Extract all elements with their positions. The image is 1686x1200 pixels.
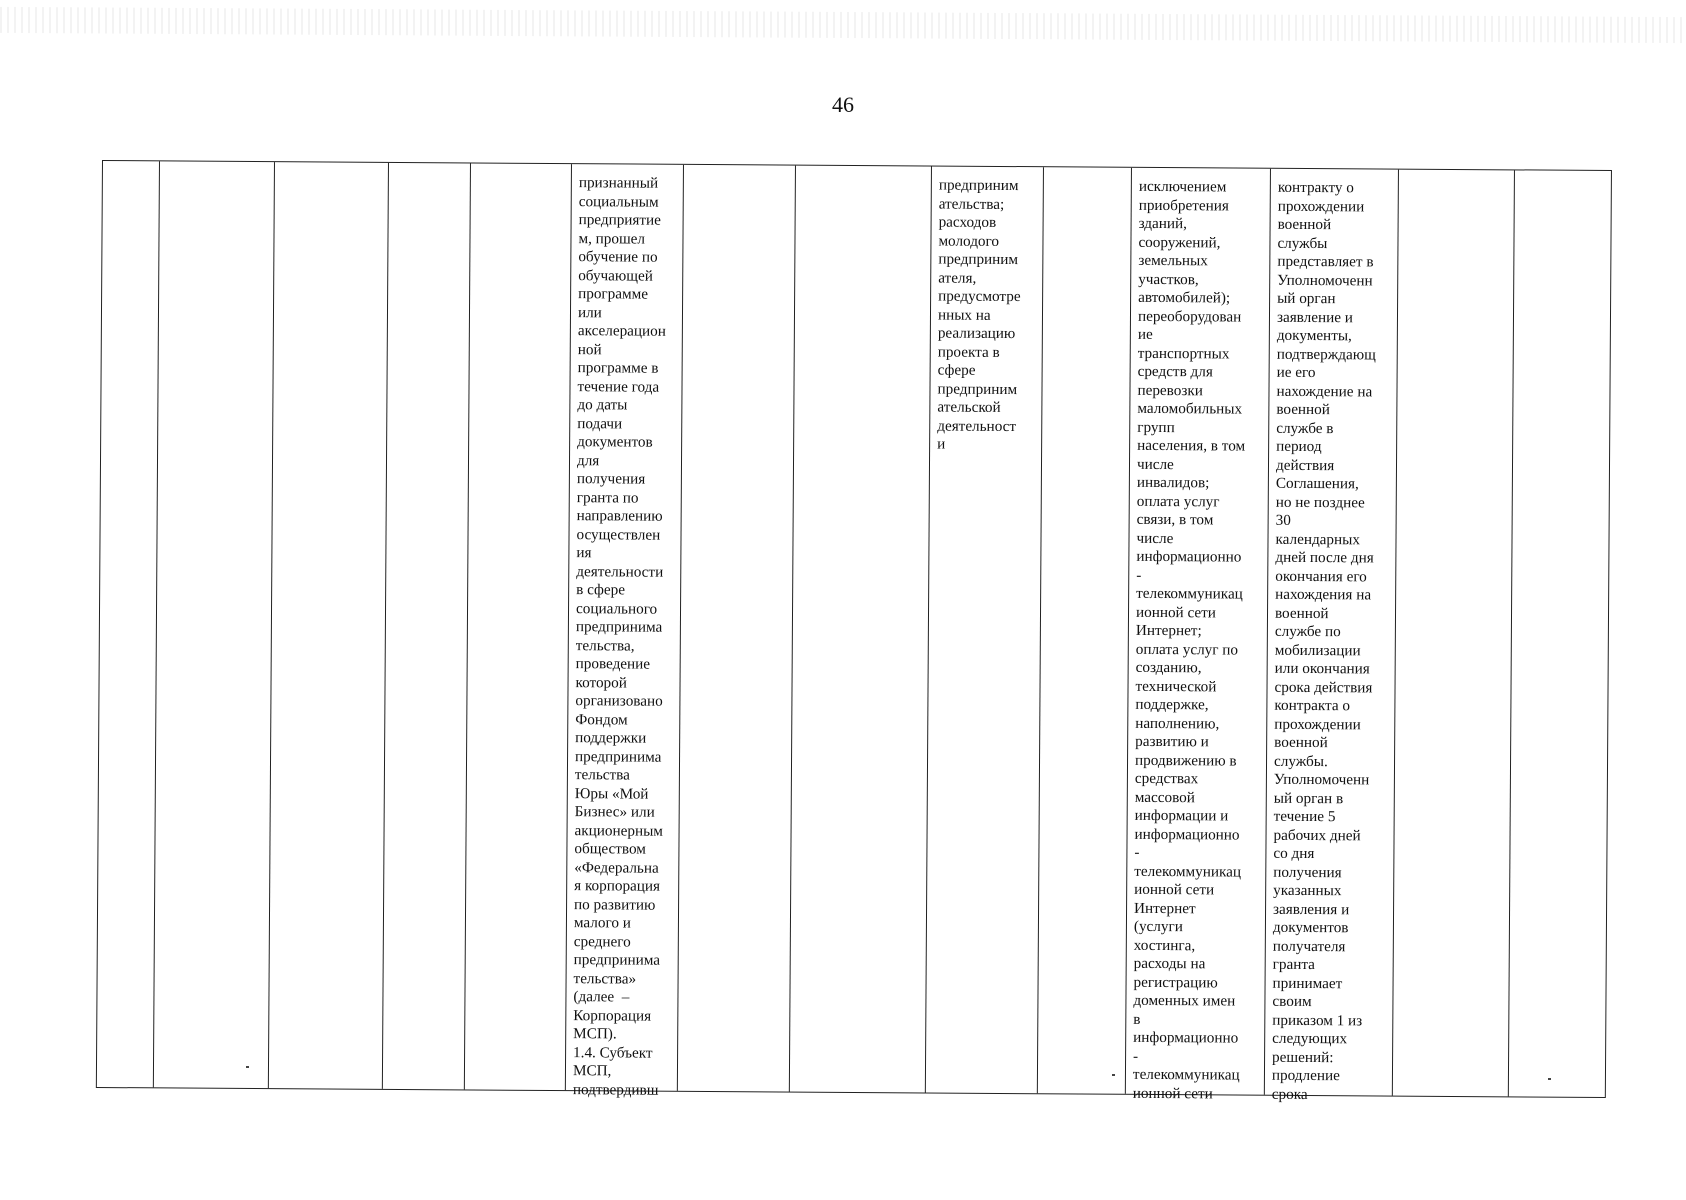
scan-speck [246,1066,249,1068]
document-table [96,160,1612,1103]
table-column-13 [1393,170,1515,1097]
page-number: 46 [832,92,854,117]
table-cell-eligibility: признанный социальным предприятие м, прошел обучение по обучающей программе или акселерацион ной программе в течение года до даты подачи документов для получения гранта по направлению осуществлен ия деятельности в сфере социального предпринима тельства, проведение которой организовано Фондом поддержки предпринима тельства Юры «Мой Бизнес» или акционерным обществом «Федеральна я корпорация по развитию малого и среднего предпринима тельства» (далее – Корпорация МСП). 1.4. Субъект МСП, подтвердивш [572,174,666,1099]
table-column-7 [678,165,796,1092]
scan-edge-noise [0,7,1686,43]
table-column-5 [465,163,572,1090]
table-column-4 [383,163,471,1090]
table-column-1 [97,161,160,1087]
scan-speck [1112,1074,1115,1076]
table-cell-costs: исключением приобретения зданий, сооружений, земельных участков, автомобилей); переоборудован ие транспортных средств для перевозки маломобильных групп населения, в том числе инвалидов; оплата услуг связи, в том числе информационно - телекоммуникац ионной сети Интернет; оплата услуг по созданию, технической поддержке, наполнению, развитию и продвижению в средствах массовой информации и информационно - телекоммуникац ионной сети Интернет (услуги хостинга, расходы на регистрацию доменных имен в информационно - телекоммуникац ионной сети [1132,177,1246,1102]
table-column-9 [926,167,1044,1094]
table-column-8 [790,166,932,1093]
table-column-10 [1038,167,1132,1094]
table-column-11 [1126,168,1271,1102]
table-column-6 [566,164,684,1099]
table-column-12 [1265,169,1399,1103]
table-column-2 [154,161,275,1088]
scan-speck [1548,1078,1551,1080]
table-column-14 [1509,170,1613,1097]
table-cell-military-service: контракту о прохождении военной службы представляет в Уполномоченн ый орган заявление и документы, подтверждающ ие его нахождение на военной службе в период действия Соглашения, но не позднее 30 календарных дней после дня окончания его нахождения на военной службе по мобилизации или окончания срока действия контракта о прохождении военной службы. Уполномоченн ый орган в течение 5 рабочих дней со дня получения указанных заявления и документов получателя гранта принимает своим приказом 1 из следующих решений: продление срока [1271,178,1376,1103]
table-cell-expenses: предприним ательства; расходов молодого предприним ателя, предусмотре нных на реализацию проекта в сфере предприним ательской деятельност и [937,176,1021,453]
table-column-3 [269,162,389,1089]
